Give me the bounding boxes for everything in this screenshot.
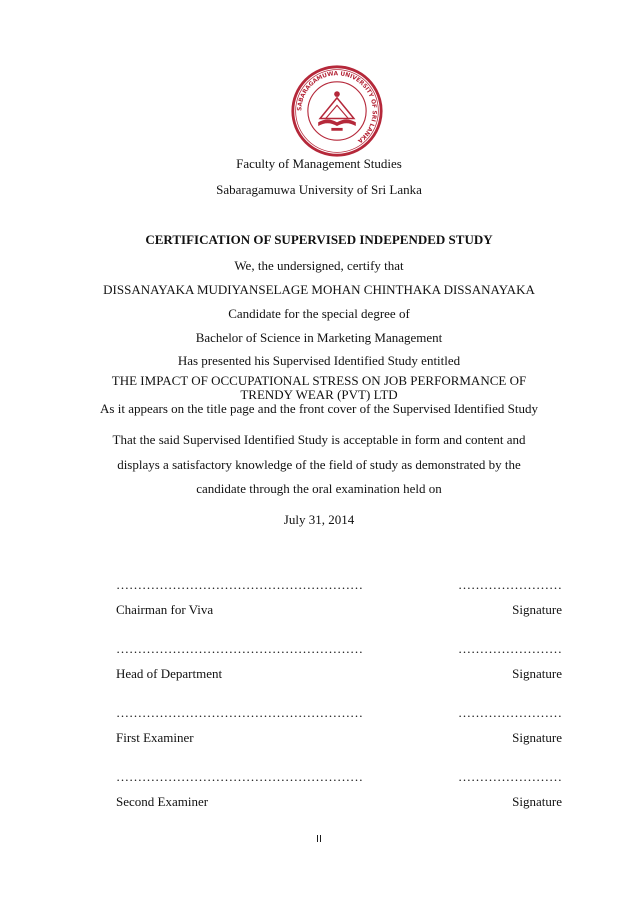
role-first-examiner: First Examiner <box>116 730 194 745</box>
candidate-for: Candidate for the special degree of <box>228 306 410 321</box>
university-name: Sabaragamuwa University of Sri Lanka <box>216 182 422 197</box>
acceptance-line1: That the said Supervised Identified Study is acceptable in form and content and <box>112 432 526 447</box>
svg-text:SABARAGAMUWA UNIVERSITY OF SRI: SABARAGAMUWA UNIVERSITY OF SRI LANKA <box>297 71 377 144</box>
degree-name: Bachelor of Science in Marketing Management <box>195 330 443 345</box>
signature-label: Signature <box>512 602 562 617</box>
signature-label: Signature <box>512 794 562 809</box>
certificate-title: CERTIFICATION OF SUPERVISED INDEPENDED STUDY <box>145 232 493 247</box>
acceptance-line3: candidate through the oral examination held on <box>196 481 442 496</box>
candidate-name: DISSANAYAKA MUDIYANSELAGE MOHAN CHINTHAKA DISSANAYAKA <box>103 282 535 297</box>
presented-text: Has presented his Supervised Identified Study entitled <box>177 353 461 368</box>
signature-label: Signature <box>512 666 562 681</box>
page-number: II <box>316 834 322 845</box>
signature-label: Signature <box>512 730 562 745</box>
certify-intro: We, the undersigned, certify that <box>234 258 404 273</box>
appears-text: As it appears on the title page and the front cover of the Supervised Identified Study <box>100 401 538 416</box>
exam-date: July 31, 2014 <box>283 512 355 527</box>
acceptance-line2: displays a satisfactory knowledge of the field of study as demonstrated by the <box>117 457 521 472</box>
study-title-line2: TRENDY WEAR (PVT) LTD <box>240 387 398 402</box>
role-head-of-department: Head of Department <box>116 666 223 681</box>
study-title-line1: THE IMPACT OF OCCUPATIONAL STRESS ON JOB PERFORMANCE OF <box>111 373 527 388</box>
university-seal-logo <box>290 64 384 158</box>
role-chairman: Chairman for Viva <box>116 602 214 617</box>
role-second-examiner: Second Examiner <box>116 794 209 809</box>
faculty-name: Faculty of Management Studies <box>236 156 402 171</box>
